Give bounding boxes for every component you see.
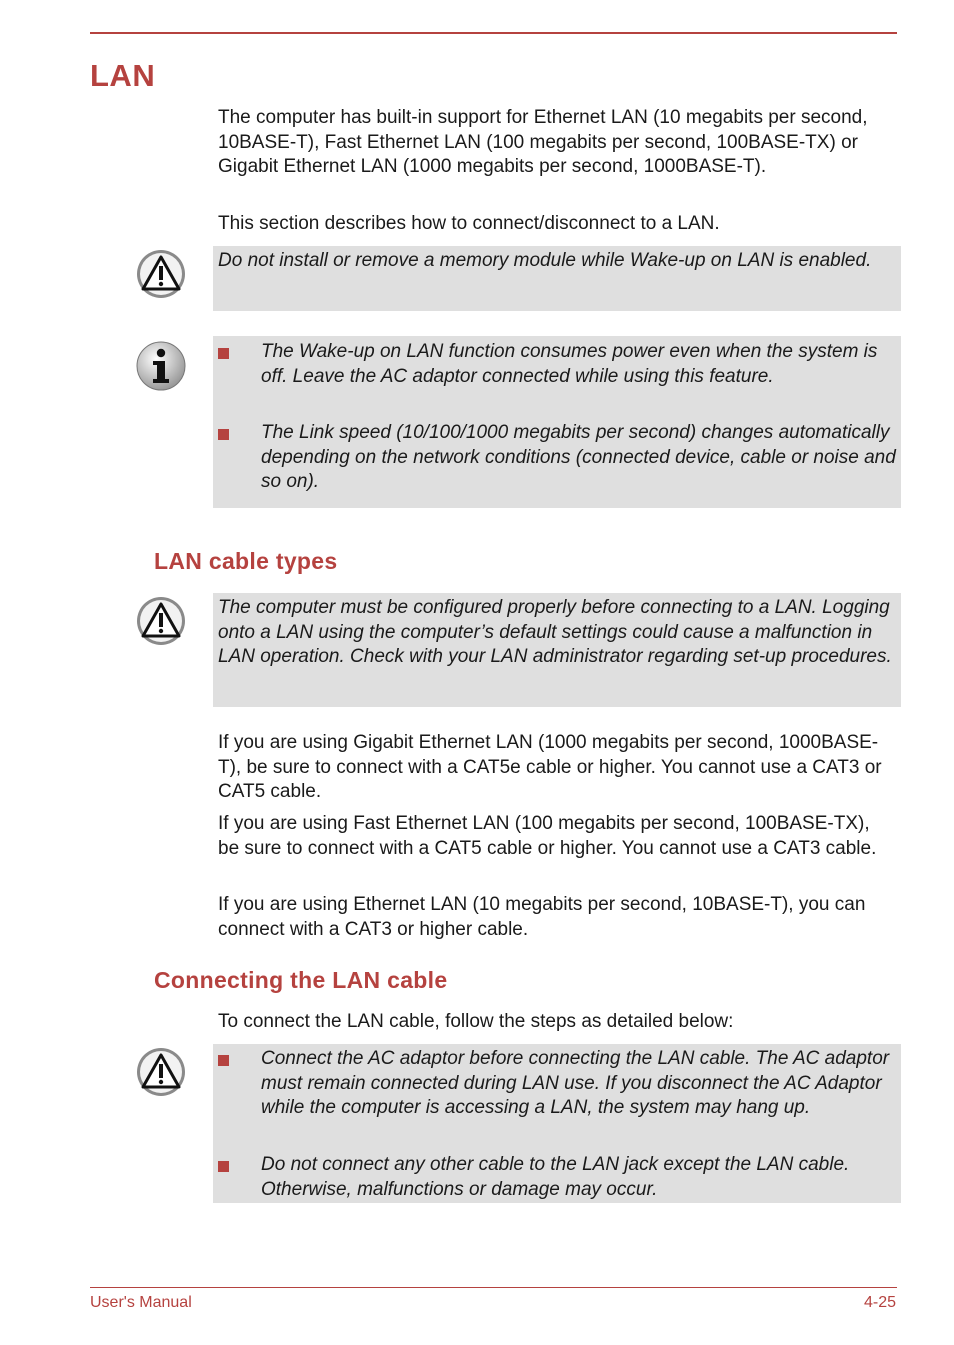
warning-text: Do not install or remove a memory module while Wake-up on LAN is enabled. [218, 250, 872, 271]
list-item-text: The Wake-up on LAN function consumes power even when the system is off. Leave the AC adaptor connected while using this feature. [261, 341, 878, 387]
body-paragraph: If you are using Gigabit Ethernet LAN (1000 megabits per second, 1000BASE-T), be sure to connect with a CAT5e cable or higher. You cannot use a CAT3 or CAT5 cable. [218, 732, 882, 802]
section-heading-connecting-lan-cable: Connecting the LAN cable [154, 967, 448, 993]
warning-icon [136, 249, 186, 299]
page-title: LAN [90, 58, 156, 93]
footer-rule [90, 1287, 897, 1288]
list-item-text: The Link speed (10/100/1000 megabits per second) changes automatically depending on the network conditions (connected device, cable or noise and so on). [261, 422, 896, 492]
body-paragraph: To connect the LAN cable, follow the steps as detailed below: [218, 1011, 734, 1032]
bullet-square [218, 429, 229, 440]
body-paragraph: If you are using Ethernet LAN (10 megabits per second, 10BASE-T), you can connect with a CAT3 or higher cable. [218, 894, 866, 940]
bullet-square [218, 1055, 229, 1066]
warning-text: The computer must be configured properly before connecting to a LAN. Logging onto a LAN using the computer’s default settings could cause a malfunction in LAN operation. Check with your LAN administrator regarding set-up procedures. [218, 597, 892, 667]
list-item-text: Connect the AC adaptor before connecting the LAN cable. The AC adaptor must remain connected during LAN use. If you disconnect the AC Adaptor while the computer is accessing a LAN, the system may hang up. [261, 1048, 890, 1118]
body-paragraph: If you are using Fast Ethernet LAN (100 megabits per second, 100BASE-TX), be sure to connect with a CAT5 cable or higher. You cannot use a CAT3 cable. [218, 813, 877, 859]
warning-box [213, 246, 901, 311]
warning-box [213, 593, 901, 707]
intro-paragraph: The computer has built-in support for Ethernet LAN (10 megabits per second, 10BASE-T), Fast Ethernet LAN (100 megabits per second, 100BASE-TX) or Gigabit Ethernet LAN (1000 megabits per second, 1000BASE-T). [218, 107, 868, 177]
footer-manual-name: User's Manual [90, 1294, 192, 1311]
info-box [213, 336, 901, 508]
list-item-text: Do not connect any other cable to the LAN jack except the LAN cable. Otherwise, malfunctions or damage may occur. [261, 1154, 850, 1200]
header-rule [90, 32, 897, 34]
footer-page-number: 4-25 [863, 1294, 896, 1311]
info-icon [136, 341, 186, 391]
intro-paragraph: This section describes how to connect/disconnect to a LAN. [218, 213, 720, 234]
bullet-square [218, 1161, 229, 1172]
warning-icon [136, 1047, 186, 1097]
warning-box [213, 1044, 901, 1203]
bullet-square [218, 348, 229, 359]
section-heading-lan-cable-types: LAN cable types [154, 548, 338, 574]
warning-icon [136, 596, 186, 646]
